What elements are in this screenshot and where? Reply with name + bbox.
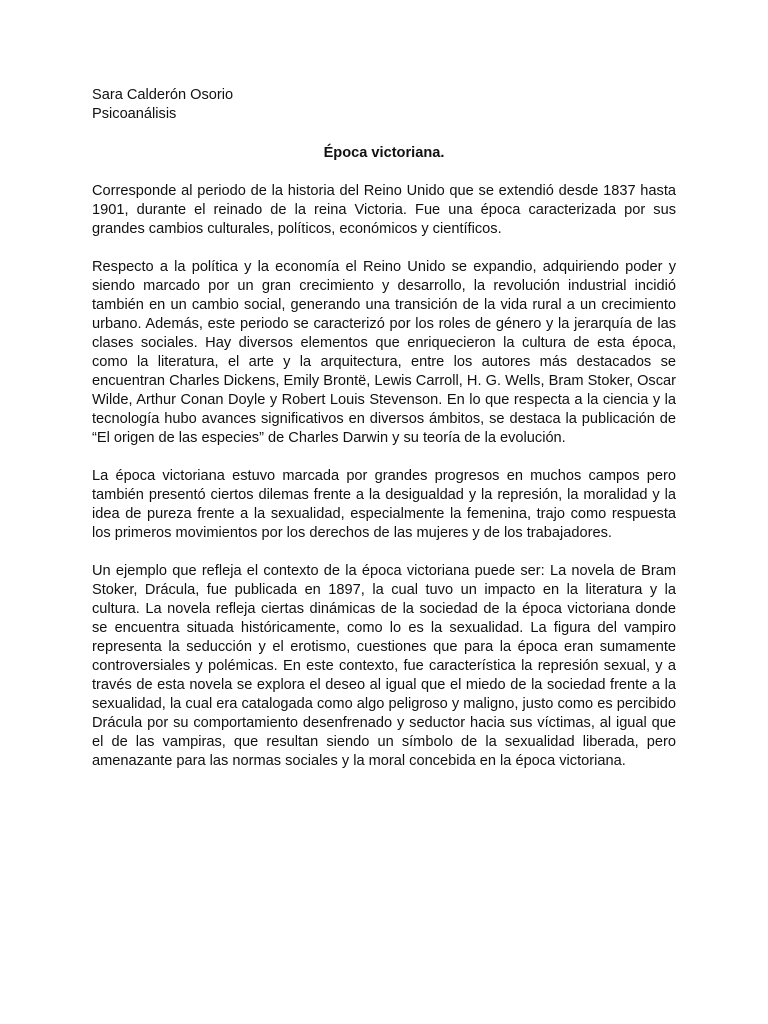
- document-header: [92, 86, 676, 124]
- course-name: Psicoanálisis: [92, 106, 177, 122]
- paragraph-3: La época victoriana estuvo marcada por grandes progresos en muchos campos pero también presentó ciertos dilemas frente a la desigualdad y la represión, la moralidad y la idea de pureza frente a la sexualidad, especialmente la femenina, trajo como respuesta los primeros movimientos por los derechos de las mujeres y de los trabajadores.: [92, 468, 676, 541]
- paragraph-4: Un ejemplo que refleja el contexto de la época victoriana puede ser: La novela de Bram Stoker, Drácula, fue publicada en 1897, la cual tuvo un impacto en la literatura y la cultura. La novela refleja ciertas dinámicas de la sociedad de la época victoriana donde se encuentra situada históricamente, como lo es la sexualidad. La figura del vampiro representa la seducción y el erotismo, cuestiones que para la época eran sumamente controversiales y polémicas. En este contexto, fue característica la represión sexual, y a través de esta novela se explora el deseo al igual que el miedo de la sociedad frente a la sexualidad, la cual era catalogada como algo peligroso y maligno, justo como es percibido Drácula por su comportamiento desenfrenado y seductor hacia sus víctimas, al igual que el de las vampiras, que resultan siendo un símbolo de la sexualidad liberada, pero amenazante para las normas sociales y la moral concebida en la época victoriana.: [92, 563, 676, 769]
- author-name: Sara Calderón Osorio: [92, 87, 234, 103]
- paragraph-1: Corresponde al periodo de la historia del Reino Unido que se extendió desde 1837 hasta 1901, durante el reinado de la reina Victoria. Fue una época caracterizada por sus grandes cambios culturales, políticos, económicos y científicos.: [92, 183, 676, 237]
- document-body: [92, 182, 676, 790]
- paragraph-2: Respecto a la política y la economía el Reino Unido se expandio, adquiriendo poder y siendo marcado por un gran crecimiento y desarrollo, la revolución industrial incidió también en un cambio social, generando una transición de la vida rural a un crecimiento urbano. Además, este periodo se caracterizó por los roles de género y la jerarquía de las clases sociales. Hay diversos elementos que enriquecieron la cultura de esta época, como la literatura, el arte y la arquitectura, entre los autores más destacados se encuentran Charles Dickens, Emily Brontë, Lewis Carroll, H. G. Wells, Bram Stoker, Oscar Wilde, Arthur Conan Doyle y Robert Louis Stevenson. En lo que respecta a la ciencia y la tecnología hubo avances significativos en diversos ámbitos, se destaca la publicación de “El origen de las especies” de Charles Darwin y su teoría de la evolución.: [92, 259, 676, 446]
- document-title: Época victoriana.: [323, 145, 445, 161]
